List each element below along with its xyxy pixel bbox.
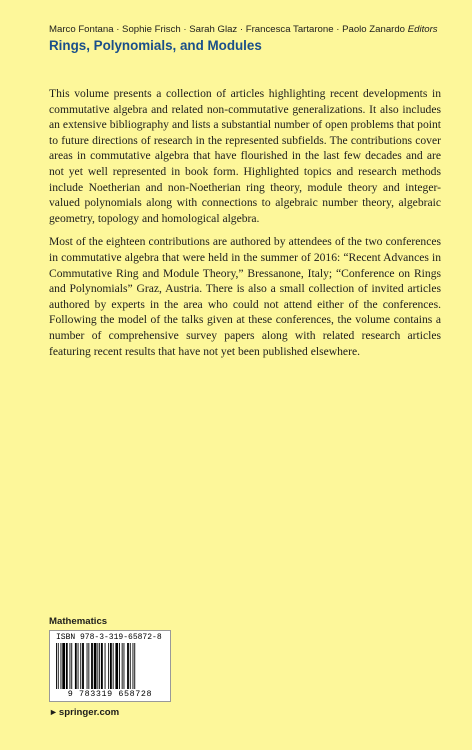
isbn-barcode <box>49 630 171 702</box>
publisher-url: springer.com <box>58 707 120 718</box>
editors-line <box>49 24 459 35</box>
subject-label: Mathematics <box>49 616 108 627</box>
editors-role: Editors <box>407 24 438 35</box>
publisher-link[interactable] <box>49 707 119 718</box>
description-paragraph-2: Most of the eighteen contributions are authored by attendees of the two conferences in commutative algebra that were held in the summer of 2016: “Recent Advances in Commutative Ring and Module Theory,” Bressanone, Italy; “Conference on Rings and Polynomials” Graz, Austria. There is also a small collection of invited articles authored by experts in the area who could not attend either of the conferences. Following the model of the talks given at these conferences, the volume contains a number of comprehensive survey papers along with related research articles featuring recent results that have not yet been published elsewhere. <box>49 235 441 358</box>
book-title: Rings, Polynomials, and Modules <box>49 38 262 53</box>
book-description <box>49 86 441 367</box>
barcode-bars <box>56 643 164 689</box>
barcode-digits: 9 783319 658728 <box>67 689 153 699</box>
arrow-icon: ► <box>49 707 58 717</box>
isbn-number: ISBN 978-3-319-65872-8 <box>56 633 162 642</box>
editor-names: Marco Fontana · Sophie Frisch · Sarah Glaz · Francesca Tartarone · Paolo Zanardo <box>49 24 406 35</box>
description-paragraph-1: This volume presents a collection of articles highlighting recent developments in commutative algebra and related non-commutative generalizations. It also includes an extensive bibliography and lists a substantial number of open problems that point to future directions of research in the represented subfields. The contributions cover areas in commutative algebra that have flourished in the last few decades and are not yet well represented in book form. Highlighted topics and research methods include Noetherian and non-Noetherian ring theory, module theory and integer-valued polynomials along with connections to algebraic number theory, algebraic geometry, topology and homological algebra. <box>49 87 441 225</box>
